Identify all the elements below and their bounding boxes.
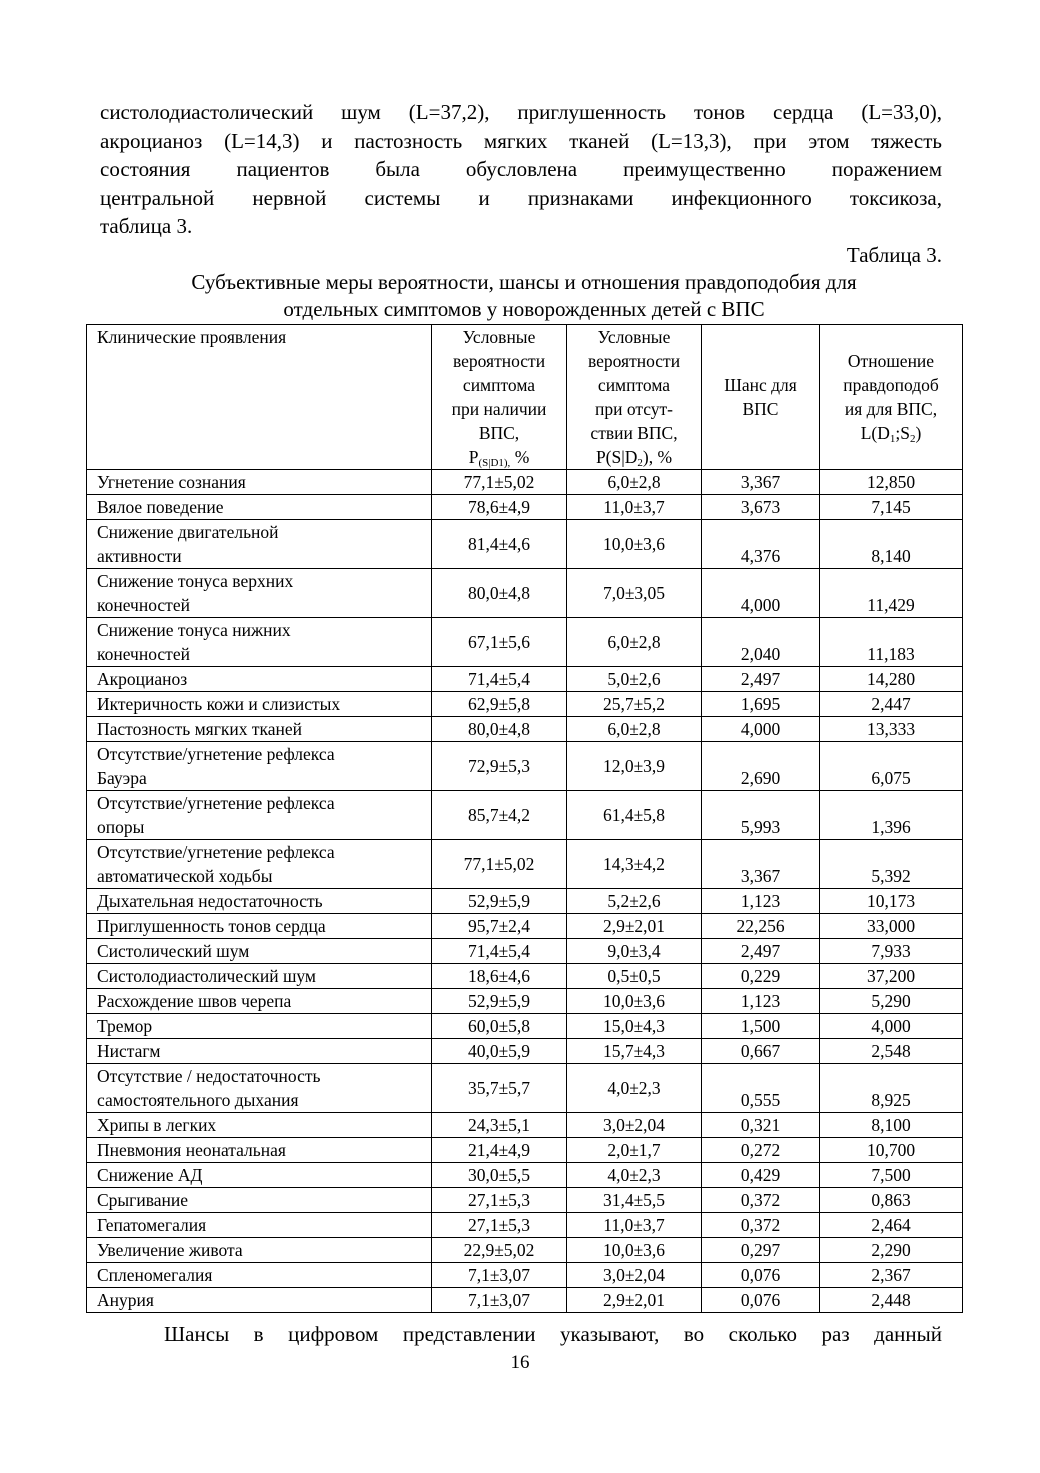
prob-absent-cell: 11,0±3,7	[567, 495, 702, 520]
symptoms-table	[86, 324, 963, 1313]
symptom-name-cell	[87, 1138, 432, 1163]
intro-line: таблица 3.	[100, 214, 193, 238]
symptom-name-cell	[87, 791, 432, 840]
likelihood-ratio-cell: 8,925	[820, 1064, 963, 1113]
table-row	[87, 1238, 963, 1263]
prob-present-cell: 71,4±5,4	[432, 667, 567, 692]
table-row	[87, 470, 963, 495]
formula-part: L(D	[860, 423, 890, 443]
odds-cell: 2,040	[702, 618, 820, 667]
symptom-name-line: Увеличение живота	[97, 1240, 243, 1260]
prob-present-cell: 27,1±5,3	[432, 1188, 567, 1213]
likelihood-ratio-cell: 10,173	[820, 889, 963, 914]
symptom-name-cell	[87, 618, 432, 667]
symptom-name-line: Отсутствие/угнетение рефлекса	[97, 793, 335, 813]
odds-cell: 4,376	[702, 520, 820, 569]
likelihood-ratio-cell: 4,000	[820, 1014, 963, 1039]
symptom-name-line: Снижение тонуса верхних	[97, 571, 294, 591]
likelihood-ratio-cell: 6,075	[820, 742, 963, 791]
intro-paragraph	[100, 98, 942, 241]
table-row	[87, 1263, 963, 1288]
symptom-name-line: Бауэра	[97, 768, 147, 788]
table-row	[87, 1014, 963, 1039]
prob-present-cell: 18,6±4,6	[432, 964, 567, 989]
odds-cell: 3,367	[702, 840, 820, 889]
symptom-name-line: самостоятельного дыхания	[97, 1090, 299, 1110]
table-row	[87, 1163, 963, 1188]
table-row	[87, 667, 963, 692]
symptom-name-cell	[87, 1039, 432, 1064]
odds-cell: 0,272	[702, 1138, 820, 1163]
prob-absent-cell: 10,0±3,6	[567, 1238, 702, 1263]
table-row	[87, 1213, 963, 1238]
prob-present-cell: 7,1±3,07	[432, 1288, 567, 1313]
odds-cell: 5,993	[702, 791, 820, 840]
formula-part: ;S	[895, 423, 910, 443]
table-row	[87, 1113, 963, 1138]
prob-absent-cell: 2,0±1,7	[567, 1138, 702, 1163]
prob-absent-cell: 15,7±4,3	[567, 1039, 702, 1064]
header-text: правдоподоб	[843, 375, 939, 395]
symptom-name-line: Снижение АД	[97, 1165, 203, 1185]
prob-absent-cell: 5,0±2,6	[567, 667, 702, 692]
symptom-name-cell	[87, 742, 432, 791]
odds-cell: 0,076	[702, 1288, 820, 1313]
odds-cell: 2,690	[702, 742, 820, 791]
prob-absent-cell: 10,0±3,6	[567, 520, 702, 569]
prob-present-cell: 72,9±5,3	[432, 742, 567, 791]
symptom-name-cell	[87, 939, 432, 964]
table-row	[87, 791, 963, 840]
header-text: вероятности	[587, 351, 681, 371]
caption-line: отдельных симптомов у новорожденных детей с ВПС	[283, 297, 765, 321]
symptom-name-line: Анурия	[97, 1290, 154, 1310]
header-text: симптома	[597, 375, 671, 395]
table-row	[87, 692, 963, 717]
likelihood-ratio-cell: 37,200	[820, 964, 963, 989]
header-text: Отношение	[847, 351, 935, 371]
header-text: ия для ВПС,	[844, 399, 938, 419]
likelihood-ratio-cell: 2,447	[820, 692, 963, 717]
symptom-name-line: Тремор	[97, 1016, 153, 1036]
odds-cell: 0,297	[702, 1238, 820, 1263]
formula-part: %	[510, 447, 530, 467]
likelihood-ratio-cell: 12,850	[820, 470, 963, 495]
odds-cell: 0,229	[702, 964, 820, 989]
odds-cell: 1,500	[702, 1014, 820, 1039]
odds-cell: 0,667	[702, 1039, 820, 1064]
symptom-name-line: Отсутствие / недостаточность	[97, 1066, 321, 1086]
formula-subscript: 2	[637, 457, 643, 469]
prob-absent-cell: 6,0±2,8	[567, 470, 702, 495]
symptom-name-line: активности	[97, 546, 182, 566]
formula-subscript: 1	[889, 433, 896, 445]
intro-line: систолодиастолический шум (L=37,2), приглушенность тонов сердца (L=33,0),	[100, 100, 942, 124]
symptom-name-line: Угнетение сознания	[97, 472, 246, 492]
intro-line: центральной нервной системы и признаками инфекционного токсикоза,	[100, 185, 942, 210]
formula-part: P	[468, 447, 479, 467]
header-text: Клинические проявления	[97, 327, 287, 347]
prob-absent-cell: 10,0±3,6	[567, 989, 702, 1014]
likelihood-ratio-cell: 10,700	[820, 1138, 963, 1163]
symptom-name-line: Вялое поведение	[97, 497, 224, 517]
odds-cell: 0,429	[702, 1163, 820, 1188]
symptom-name-cell	[87, 1263, 432, 1288]
symptom-name-cell	[87, 667, 432, 692]
prob-present-cell: 80,0±4,8	[432, 569, 567, 618]
table-row	[87, 914, 963, 939]
symptom-name-cell	[87, 470, 432, 495]
table-row	[87, 1039, 963, 1064]
header-text: симптома	[462, 375, 536, 395]
symptom-name-line: Срыгивание	[97, 1190, 189, 1210]
odds-cell: 1,695	[702, 692, 820, 717]
symptom-name-cell	[87, 1238, 432, 1263]
odds-cell: 4,000	[702, 569, 820, 618]
symptom-name-line: Снижение тонуса нижних	[97, 620, 291, 640]
odds-cell: 4,000	[702, 717, 820, 742]
symptom-name-line: Нистагм	[97, 1041, 161, 1061]
table-row	[87, 520, 963, 569]
prob-present-cell: 40,0±5,9	[432, 1039, 567, 1064]
symptom-name-line: Иктеричность кожи и слизистых	[97, 694, 341, 714]
prob-absent-cell: 3,0±2,04	[567, 1263, 702, 1288]
prob-absent-cell: 4,0±2,3	[567, 1064, 702, 1113]
odds-cell: 0,076	[702, 1263, 820, 1288]
symptom-name-line: Расхождение швов черепа	[97, 991, 292, 1011]
symptom-name-cell	[87, 495, 432, 520]
prob-absent-cell: 6,0±2,8	[567, 717, 702, 742]
likelihood-ratio-cell: 14,280	[820, 667, 963, 692]
prob-present-cell: 95,7±2,4	[432, 914, 567, 939]
header-text: ВПС,	[478, 423, 520, 443]
table-row	[87, 840, 963, 889]
header-formula	[824, 421, 958, 445]
header-text: ВПС	[742, 399, 779, 419]
table-row	[87, 964, 963, 989]
likelihood-ratio-cell: 8,100	[820, 1113, 963, 1138]
likelihood-ratio-cell: 5,392	[820, 840, 963, 889]
prob-absent-cell: 15,0±4,3	[567, 1014, 702, 1039]
symptom-name-line: Снижение двигательной	[97, 522, 279, 542]
table-row	[87, 569, 963, 618]
prob-absent-cell: 12,0±3,9	[567, 742, 702, 791]
odds-cell: 1,123	[702, 889, 820, 914]
symptom-name-cell	[87, 989, 432, 1014]
prob-present-cell: 85,7±4,2	[432, 791, 567, 840]
symptom-name-line: Систолический шум	[97, 941, 250, 961]
symptom-name-cell	[87, 1014, 432, 1039]
symptom-name-line: Пневмония неонатальная	[97, 1140, 286, 1160]
header-text: Условные	[462, 327, 536, 347]
symptom-name-line: Гепатомегалия	[97, 1215, 207, 1235]
prob-present-cell: 62,9±5,8	[432, 692, 567, 717]
prob-present-cell: 22,9±5,02	[432, 1238, 567, 1263]
symptom-name-line: Спленомегалия	[97, 1265, 213, 1285]
table-row	[87, 939, 963, 964]
table-body	[87, 470, 963, 1313]
symptom-name-line: Отсутствие/угнетение рефлекса	[97, 842, 335, 862]
symptom-name-line: автоматической ходьбы	[97, 866, 273, 886]
odds-cell: 22,256	[702, 914, 820, 939]
intro-line: акроцианоз (L=14,3) и пастозность мягких тканей (L=13,3), при этом тяжесть	[100, 128, 942, 153]
symptom-name-line: конечностей	[97, 644, 190, 664]
header-text: при наличии	[451, 399, 547, 419]
prob-absent-cell: 14,3±4,2	[567, 840, 702, 889]
symptom-name-cell	[87, 1113, 432, 1138]
prob-absent-cell: 61,4±5,8	[567, 791, 702, 840]
prob-absent-cell: 6,0±2,8	[567, 618, 702, 667]
prob-present-cell: 81,4±4,6	[432, 520, 567, 569]
header-odds	[702, 325, 820, 470]
prob-absent-cell: 0,5±0,5	[567, 964, 702, 989]
symptom-name-cell	[87, 840, 432, 889]
likelihood-ratio-cell: 2,548	[820, 1039, 963, 1064]
likelihood-ratio-cell: 11,429	[820, 569, 963, 618]
prob-absent-cell: 5,2±2,6	[567, 889, 702, 914]
table-row	[87, 989, 963, 1014]
header-text: Условные	[597, 327, 671, 347]
symptom-name-cell	[87, 520, 432, 569]
symptom-name-cell	[87, 914, 432, 939]
prob-absent-cell: 2,9±2,01	[567, 914, 702, 939]
likelihood-ratio-cell: 2,367	[820, 1263, 963, 1288]
table-row	[87, 1064, 963, 1113]
formula-part: )	[915, 423, 922, 443]
table-row	[87, 618, 963, 667]
likelihood-ratio-cell: 2,290	[820, 1238, 963, 1263]
likelihood-ratio-cell: 7,500	[820, 1163, 963, 1188]
prob-present-cell: 7,1±3,07	[432, 1263, 567, 1288]
symptom-name-line: Пастозность мягких тканей	[97, 719, 303, 739]
prob-present-cell: 67,1±5,6	[432, 618, 567, 667]
odds-cell: 3,673	[702, 495, 820, 520]
symptom-name-line: Отсутствие/угнетение рефлекса	[97, 744, 335, 764]
header-formula	[571, 445, 697, 469]
prob-present-cell: 21,4±4,9	[432, 1138, 567, 1163]
prob-absent-cell: 3,0±2,04	[567, 1113, 702, 1138]
table-row	[87, 495, 963, 520]
symptom-name-cell	[87, 569, 432, 618]
symptom-name-cell	[87, 1288, 432, 1313]
symptom-name-cell	[87, 717, 432, 742]
table-row	[87, 889, 963, 914]
odds-cell: 0,321	[702, 1113, 820, 1138]
prob-absent-cell: 2,9±2,01	[567, 1288, 702, 1313]
symptom-name-cell	[87, 1064, 432, 1113]
likelihood-ratio-cell: 11,183	[820, 618, 963, 667]
likelihood-ratio-cell: 13,333	[820, 717, 963, 742]
prob-present-cell: 80,0±4,8	[432, 717, 567, 742]
prob-absent-cell: 4,0±2,3	[567, 1163, 702, 1188]
symptom-name-line: Хрипы в легких	[97, 1115, 217, 1135]
header-prob-absent	[567, 325, 702, 470]
prob-absent-cell: 31,4±5,5	[567, 1188, 702, 1213]
odds-cell: 0,555	[702, 1064, 820, 1113]
symptom-name-cell	[87, 889, 432, 914]
likelihood-ratio-cell: 33,000	[820, 914, 963, 939]
table-row	[87, 1288, 963, 1313]
formula-subscript: 2	[909, 433, 916, 445]
likelihood-ratio-cell: 1,396	[820, 791, 963, 840]
formula-part: ), %	[642, 447, 673, 467]
header-likelihood-ratio	[820, 325, 963, 470]
table-row	[87, 717, 963, 742]
header-clinical-manifestations	[87, 325, 432, 470]
symptom-name-cell	[87, 692, 432, 717]
table-row	[87, 742, 963, 791]
symptom-name-cell	[87, 1213, 432, 1238]
odds-cell: 1,123	[702, 989, 820, 1014]
header-text: вероятности	[452, 351, 546, 371]
likelihood-ratio-cell: 2,464	[820, 1213, 963, 1238]
formula-part: P(S|D	[595, 447, 638, 467]
header-text: Шанс для	[724, 375, 797, 395]
symptom-name-cell	[87, 964, 432, 989]
likelihood-ratio-cell: 5,290	[820, 989, 963, 1014]
prob-absent-cell: 25,7±5,2	[567, 692, 702, 717]
table-header-row	[87, 325, 963, 470]
likelihood-ratio-cell: 8,140	[820, 520, 963, 569]
symptom-name-cell	[87, 1188, 432, 1213]
table-row	[87, 1188, 963, 1213]
header-prob-present	[432, 325, 567, 470]
prob-present-cell: 78,6±4,9	[432, 495, 567, 520]
odds-cell: 3,367	[702, 470, 820, 495]
prob-present-cell: 27,1±5,3	[432, 1213, 567, 1238]
footer-paragraph: Шансы в цифровом представлении указывают, во сколько раз данный	[164, 1322, 942, 1346]
caption-line: Субъективные меры вероятности, шансы и отношения правдоподобия для	[191, 270, 857, 294]
odds-cell: 0,372	[702, 1213, 820, 1238]
header-formula	[436, 445, 562, 469]
prob-present-cell: 30,0±5,5	[432, 1163, 567, 1188]
likelihood-ratio-cell: 0,863	[820, 1188, 963, 1213]
prob-present-cell: 52,9±5,9	[432, 889, 567, 914]
prob-present-cell: 52,9±5,9	[432, 989, 567, 1014]
symptom-name-line: конечностей	[97, 595, 190, 615]
prob-present-cell: 77,1±5,02	[432, 470, 567, 495]
header-text: при отсут-	[595, 399, 673, 419]
likelihood-ratio-cell: 7,145	[820, 495, 963, 520]
odds-cell: 2,497	[702, 939, 820, 964]
table-row	[87, 1138, 963, 1163]
odds-cell: 2,497	[702, 667, 820, 692]
symptom-name-line: Дыхательная недостаточность	[97, 891, 323, 911]
symptom-name-cell	[87, 1163, 432, 1188]
formula-subscript: (S|D1),	[478, 457, 511, 469]
table-label: Таблица 3.	[846, 243, 942, 267]
prob-absent-cell: 11,0±3,7	[567, 1213, 702, 1238]
symptom-name-line: Приглушенность тонов сердца	[97, 916, 326, 936]
prob-present-cell: 24,3±5,1	[432, 1113, 567, 1138]
odds-cell: 0,372	[702, 1188, 820, 1213]
prob-present-cell: 35,7±5,7	[432, 1064, 567, 1113]
prob-present-cell: 71,4±5,4	[432, 939, 567, 964]
table-caption	[86, 269, 962, 323]
symptom-name-line: Акроцианоз	[97, 669, 188, 689]
symptom-name-line: опоры	[97, 817, 145, 837]
intro-line: состояния пациентов была обусловлена преимущественно поражением	[100, 157, 942, 181]
header-text: ствии ВПС,	[590, 423, 678, 443]
symptom-name-line: Систолодиастолический шум	[97, 966, 317, 986]
page-number: 16	[510, 1352, 530, 1373]
prob-present-cell: 60,0±5,8	[432, 1014, 567, 1039]
prob-present-cell: 77,1±5,02	[432, 840, 567, 889]
prob-absent-cell: 7,0±3,05	[567, 569, 702, 618]
likelihood-ratio-cell: 2,448	[820, 1288, 963, 1313]
likelihood-ratio-cell: 7,933	[820, 939, 963, 964]
prob-absent-cell: 9,0±3,4	[567, 939, 702, 964]
